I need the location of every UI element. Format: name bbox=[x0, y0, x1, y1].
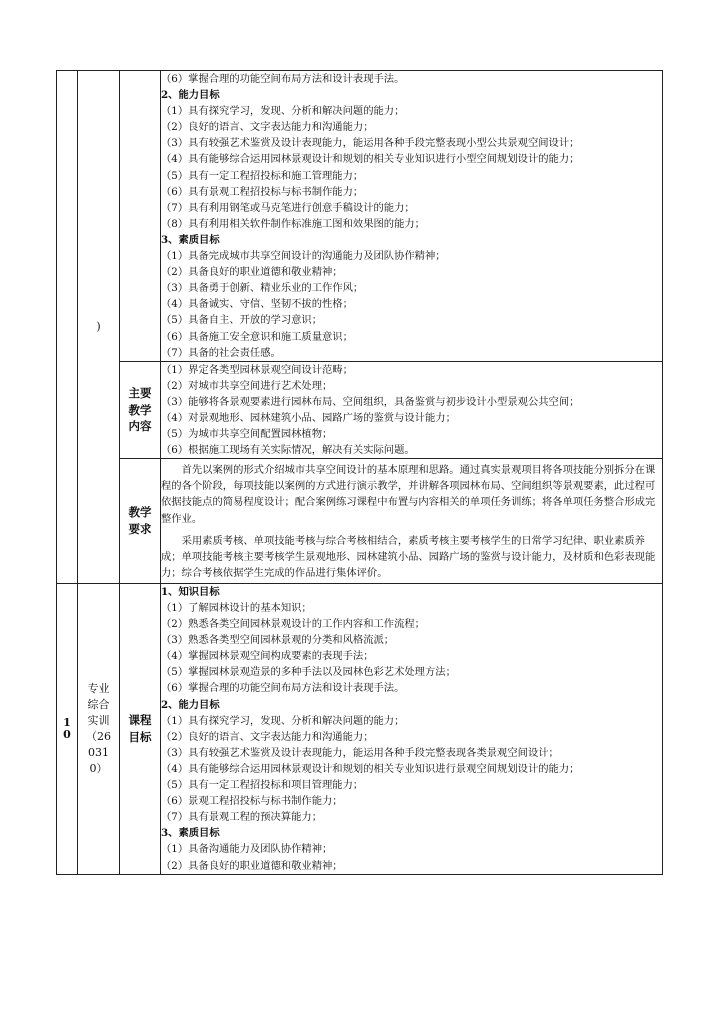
section-heading: 1、知识目标 bbox=[161, 585, 220, 598]
course-goals-content bbox=[161, 583, 663, 874]
goals-list bbox=[161, 71, 662, 361]
teaching-content-label: 主要教学内容 bbox=[128, 385, 152, 434]
list-item: （5）具有一定工程招投标和项目管理能力； bbox=[161, 779, 364, 792]
list-item: （5）具有一定工程招投标和施工管理能力； bbox=[161, 169, 364, 182]
list-item: （3）具有较强艺术鉴赏及设计表现能力，能运用各种手段完整表现各类景观空间设计； bbox=[161, 746, 559, 759]
requirements-paragraph: 首先以案例的形式介绍城市共享空间设计的基本原理和思路。通过真实景观项目将各项技能分别拆分在课程的各个阶段，每项技能以案例的方式进行演示教学，并讲解各项园林布局、空间组织等景观要素，此过程可依据技能点的简易程度设计；配合案例练习课程中布置与内容相关的单项任务训练；将各单项任务整合形成完整作业。 bbox=[161, 464, 656, 525]
section-heading: 2、能力目标 bbox=[161, 89, 220, 102]
requirements-paragraph: 采用素质考核、单项技能考核与综合考核相结合，素质考核主要考核学生的日常学习纪律、职业素质养成；单项技能考核主要考核学生景观地形、园林建筑小品、园路广场的鉴赏与设计能力，及材质和色彩表现能力；综合考核依据学生完成的作品进行集体评价。 bbox=[161, 534, 656, 579]
course-goals-label: 课程目标 bbox=[128, 713, 152, 744]
list-item: （6）掌握合理的功能空间布局方法和设计表现手法。 bbox=[161, 682, 405, 695]
table-row-teaching-requirements bbox=[57, 459, 663, 584]
list-item: （3）具备勇于创新、精业乐业的工作作风； bbox=[161, 282, 364, 295]
list-item: （5）具备自主、开放的学习意识； bbox=[161, 314, 323, 327]
category-cell-course-goals bbox=[120, 583, 161, 874]
list-item: （7）具有景观工程的预决算能力； bbox=[161, 811, 323, 824]
section-heading: 2、能力目标 bbox=[161, 698, 220, 711]
list-item: （6）根据施工现场有关实际情况，解决有关实际问题。 bbox=[161, 444, 415, 457]
list-item: （6）景观工程招投标与标书制作能力； bbox=[161, 795, 343, 808]
table-row-course-10 bbox=[57, 583, 663, 874]
table-row-continued-goals bbox=[57, 71, 663, 362]
list-item: （2）良好的语言、文字表达能力和沟通能力； bbox=[161, 121, 374, 134]
list-item: （4）具备诚实、守信、坚韧不拔的性格； bbox=[161, 298, 353, 311]
list-item: （1）具备沟通能力及团队协作精神； bbox=[161, 843, 333, 856]
teaching-requirements bbox=[161, 459, 663, 584]
course-number-cell bbox=[57, 583, 78, 874]
section-heading: 3、素质目标 bbox=[161, 233, 220, 246]
course-number-cell bbox=[57, 71, 78, 584]
list-item: （1）界定各类型园林景观空间设计范畴； bbox=[161, 363, 353, 376]
list-item: （1）了解园林设计的基本知识； bbox=[161, 602, 312, 614]
list-item: （6）具有景观工程招投标与标书制作能力； bbox=[161, 185, 364, 198]
section-heading: 3、素质目标 bbox=[161, 827, 220, 840]
list-item: （6）掌握合理的功能空间布局方法和设计表现手法。 bbox=[161, 73, 405, 85]
list-item: （3）具有较强艺术鉴赏及设计表现能力，能运用各种手段完整表现小型公共景观空间设计； bbox=[161, 137, 580, 150]
category-cell-teaching-content bbox=[120, 361, 161, 459]
list-item: （4）掌握园林景观空间构成要素的表现手法； bbox=[161, 650, 374, 663]
category-cell-goals bbox=[120, 71, 161, 362]
teaching-content bbox=[161, 361, 663, 459]
list-item: （7）具备的社会责任感。 bbox=[161, 346, 281, 359]
list-item: （5）掌握园林景观造景的多种手法以及园林色彩艺术处理方法； bbox=[161, 666, 456, 679]
list-item: （1）具有探究学习，发现、分析和解决问题的能力； bbox=[161, 714, 405, 727]
list-item: （3）能够将各景观要素进行园林布局、空间组织，具备鉴赏与初步设计小型景观公共空间； bbox=[161, 395, 580, 408]
list-item: （1）具备完成城市共享空间设计的沟通能力及团队协作精神； bbox=[161, 250, 446, 263]
list-item: （2）熟悉各类空间园林景观设计的工作内容和工作流程； bbox=[161, 618, 425, 631]
goals-list bbox=[161, 584, 662, 874]
list-item: （3）熟悉各类型空间园林景观的分类和风格流派； bbox=[161, 634, 395, 647]
list-item: （2）良好的语言、文字表达能力和沟通能力； bbox=[161, 730, 374, 743]
list-item: （4）具有能够综合运用园林景观设计和规划的相关专业知识进行小型空间规划设计的能力； bbox=[161, 153, 580, 166]
course-name-cell bbox=[78, 583, 120, 874]
list-item: （4）对景观地形、园林建筑小品、园路广场的鉴赏与设计能力； bbox=[161, 411, 456, 424]
course-name-cell bbox=[78, 71, 120, 584]
course-number: 10 bbox=[63, 715, 71, 741]
course-name-fragment: ) bbox=[96, 319, 101, 333]
list-item: （8）具有利用相关软件制作标准施工图和效果图的能力； bbox=[161, 217, 425, 230]
list-item: （6）具备施工安全意识和施工质量意识； bbox=[161, 330, 353, 343]
list-item: （2）具备良好的职业道德和敬业精神； bbox=[161, 266, 343, 279]
course-name: 专业综合实训（260310） bbox=[86, 681, 111, 775]
list-item: （2）具备良好的职业道德和敬业精神； bbox=[161, 859, 343, 872]
teaching-requirements-label: 教学要求 bbox=[128, 505, 152, 537]
category-cell-teaching-requirements bbox=[120, 459, 161, 584]
list-item: （7）具有利用钢笔或马克笔进行创意手稿设计的能力； bbox=[161, 201, 415, 214]
list-item: （1）具有探究学习，发现、分析和解决问题的能力； bbox=[161, 105, 405, 118]
table-row-teaching-content bbox=[57, 361, 663, 459]
teaching-content-list bbox=[161, 362, 662, 459]
list-item: （5）为城市共享空间配置园林植物； bbox=[161, 428, 333, 441]
list-item: （4）具有能够综合运用园林景观设计和规划的相关专业知识进行景观空间规划设计的能力； bbox=[161, 762, 580, 775]
list-item: （2）对城市共享空间进行艺术处理； bbox=[161, 379, 333, 392]
goals-content bbox=[161, 71, 663, 362]
course-table bbox=[56, 70, 663, 875]
